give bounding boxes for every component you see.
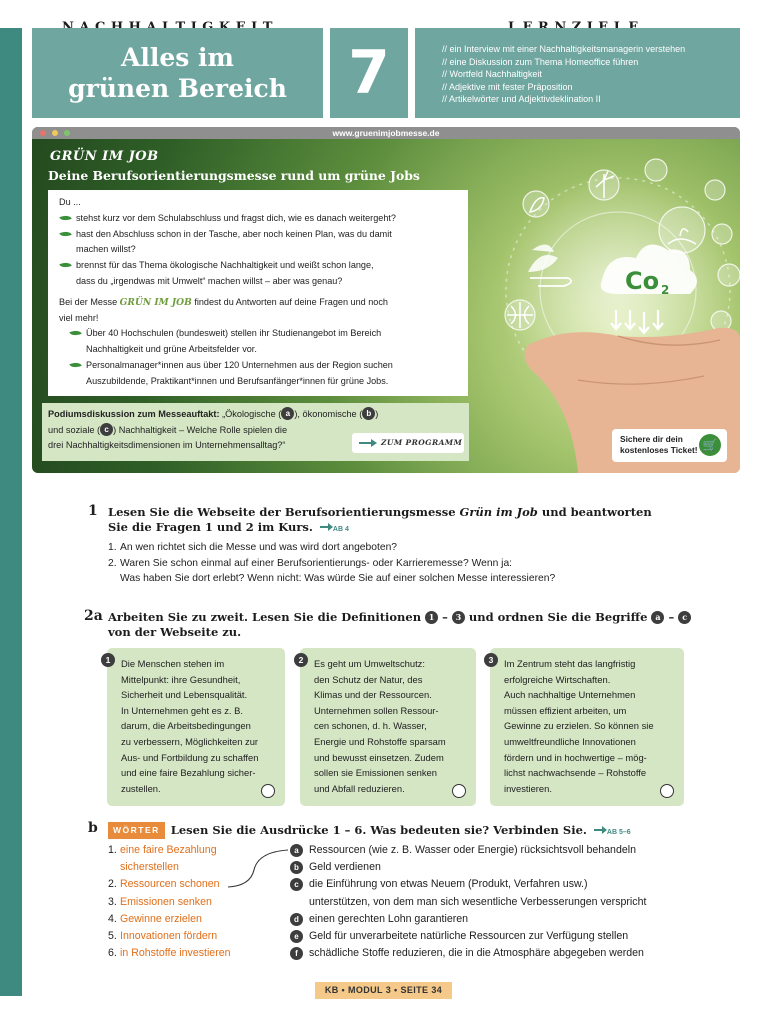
workbook-reference: AB 4 — [320, 522, 349, 537]
letter-c-badge: c — [100, 423, 113, 436]
definition-number-badge: 1 — [101, 653, 115, 667]
meaning-list — [290, 842, 646, 962]
woerter-tag: WÖRTER — [108, 822, 165, 839]
meaning-item[interactable]: b Geld verdienen — [290, 859, 646, 876]
info-card — [48, 190, 468, 396]
definition-card-3: 3 Im Zentrum steht das langfristig erfolgreiche Wirtschaften. Auch nachhaltige Unternehmen müssen effizient arbeiten, um Gewinne zu erzielen. So können sie umweltfreundliche Innovationen fördern und in hochwertige – mög- lichst nachwachsende – Rohstoffe investieren. — [490, 648, 684, 806]
co2-hand-illustration — [468, 140, 740, 473]
side-accent-bar — [0, 28, 22, 996]
workbook-reference: AB 5–6 — [594, 825, 631, 840]
connection-line — [220, 846, 292, 890]
exercise-2b-instruction: WÖRTER Lesen Sie die Ausdrücke 1 – 6. Was bedeuten sie? Verbinden Sie. AB 5–6 — [108, 822, 631, 840]
meaning-item[interactable]: d einen gerechten Lohn garantieren — [290, 911, 646, 928]
leaf-bullet-icon — [59, 213, 71, 223]
goal-item: // Wortfeld Nachhaltigkeit — [442, 69, 542, 80]
eco-icon — [523, 191, 549, 217]
bullet-item — [59, 211, 457, 227]
arrow-right-icon — [359, 442, 375, 444]
leaf-bullet-icon — [69, 360, 81, 370]
co2-label: Co — [625, 267, 660, 295]
term-list — [108, 842, 231, 962]
meaning-item[interactable]: a Ressourcen (wie z. B. Wasser oder Energie) rücksichtsvoll behandeln — [290, 842, 646, 859]
letter-badge: a — [651, 611, 664, 624]
program-button[interactable] — [352, 433, 464, 453]
chapter-title — [32, 28, 323, 118]
chapter-title-line2: grünen Bereich — [68, 74, 287, 103]
exercise-1-number: 1 — [88, 503, 98, 519]
number-badge: 1 — [425, 611, 438, 624]
term-item[interactable]: 3. Emissionen senken — [108, 895, 212, 908]
definition-number-badge: 2 — [294, 653, 308, 667]
exercise-1-instruction: Lesen Sie die Webseite der Berufsorientierungsmesse Grün im Job und beantworten Sie die Fragen 1 und 2 im Kurs. AB 4 — [108, 505, 652, 537]
url-text[interactable]: www.gruenimjobmesse.de — [332, 128, 440, 138]
cart-icon: 🛒 — [699, 434, 721, 456]
ticket-button[interactable]: Sichere dir dein kostenloses Ticket! 🛒 — [612, 429, 727, 462]
question-list — [108, 540, 555, 587]
definition-card-1: 1 Die Menschen stehen im Mittelpunkt: ihre Gesundheit, Sicherheit und Lebensqualität. In Unternehmen geht es z. B. darum, die Arbeitsbedingungen zu verbessern, Möglichkeiten zur Aus- und Fortbildung zu schaffen und eine faire Bezahlung sicher- zustellen. — [107, 648, 285, 806]
bullet-line1: hast den Abschluss schon in der Tasche, aber noch keinen Plan, was du damit — [76, 228, 392, 239]
fair-brand: GRÜN IM JOB — [50, 149, 159, 164]
definition-number-badge: 3 — [484, 653, 498, 667]
website-mockup — [32, 127, 740, 473]
answer-circle[interactable] — [660, 784, 674, 798]
fair-subtitle: Deine Berufsorientierungsmesse rund um grüne Jobs — [48, 168, 420, 183]
podium-card: Podiumsdiskussion zum Messeauftakt: „Ökologische ( a ), ökonomische ( b ) und soziale ( c ) Nachhaltigkeit – Welche Rolle spielen die drei Nachhaltigkeitsdimensionen im Unternehmensalltag?“ ZUM PROGRAMM — [42, 403, 469, 461]
co2-subscript: 2 — [661, 283, 670, 297]
browser-bar — [32, 127, 740, 139]
messe-paragraph: Bei der Messe GRÜN IM JOB findest du Antworten auf deine Fragen und noch viel mehr! — [59, 296, 388, 323]
fact-item: Über 40 Hochschulen (bundesweit) stellen ihr Studienangebot im Bereich Nachhaltigkeit und grüne Arbeitsfelder vor. — [59, 326, 457, 358]
goal-item: // ein Interview mit einer Nachhaltigkeitsmanagerin verstehen — [442, 44, 686, 54]
meaning-item[interactable]: f schädliche Stoffe reduzieren, die in die Atmosphäre abgegeben werden — [290, 945, 646, 962]
intro-text: Du ... — [59, 197, 81, 207]
term-item[interactable]: 1. eine faire Bezahlung sicherstellen — [108, 844, 217, 874]
letter-a-badge: a — [281, 407, 294, 420]
learning-goals — [415, 28, 740, 118]
exercise-2b-letter: b — [88, 820, 98, 836]
answer-circle[interactable] — [261, 784, 275, 798]
program-button-label: ZUM PROGRAMM — [381, 438, 463, 447]
page-footer: KB • MODUL 3 • SEITE 34 — [315, 982, 452, 999]
leaf-bullet-icon — [69, 329, 81, 339]
bullet-line2: dass du „irgendwas mit Umwelt“ machen willst – aber was genau? — [76, 275, 343, 286]
letter-b-badge: b — [362, 407, 375, 420]
fact-item: Personalmanager*innen aus über 120 Unternehmen aus der Region suchen Auszubildende, Praktikant*innen und Berufsanfänger*innen für grüne Jobs. — [59, 358, 457, 390]
messe-brand: GRÜN IM JOB — [119, 296, 192, 308]
letter-badge: c — [678, 611, 691, 624]
goal-item: // Adjektive mit fester Präposition — [442, 81, 573, 92]
term-item[interactable]: 5. Innovationen fördern — [108, 930, 218, 943]
arrow-right-icon — [594, 829, 605, 831]
answer-circle[interactable] — [452, 784, 466, 798]
term-item[interactable]: 4. Gewinne erzielen — [108, 912, 202, 925]
goal-item: // eine Diskussion zum Thema Homeoffice führen — [442, 56, 639, 67]
term-item[interactable]: 2. Ressourcen schonen — [108, 878, 220, 891]
exercise-2a-number: 2a — [84, 608, 103, 624]
leaf-bullet-icon — [59, 260, 71, 270]
bullet-line2: machen willst? — [76, 244, 136, 255]
atom-icon — [645, 159, 667, 181]
recycle-icon — [712, 224, 732, 244]
chapter-number: 7 — [330, 28, 408, 118]
chapter-title-line1: Alles im — [120, 43, 235, 72]
bullet-line1: stehst kurz vor dem Schulabschluss und fragst dich, wie es danach weitergeht? — [76, 212, 396, 223]
meaning-item[interactable]: c die Einführung von etwas Neuem (Produkt, Verfahren usw.) unterstützen, von dem man sich wesentliche Verbesserungen verspricht — [290, 876, 646, 910]
definition-card-2: 2 Es geht um Umweltschutz: den Schutz der Natur, des Klimas und der Ressourcen. Unternehmen sollen Ressour- cen schonen, d. h. Wasser, Energie und Rohstoffe sparsam und bewusst einsetzen. Zudem sollen sie Emissionen senken und Abfall reduzieren. — [300, 648, 476, 806]
meaning-item[interactable]: e Geld für unverarbeitete natürliche Ressourcen zur Verfügung stellen — [290, 928, 646, 945]
bullet-line1: brennst für das Thema ökologische Nachhaltigkeit und weißt schon lange, — [76, 260, 374, 271]
leaf-bullet-icon — [59, 229, 71, 239]
arrow-right-icon — [320, 526, 331, 528]
question-item: 2. Waren Sie schon einmal auf einer Berufsorientierungs- oder Karrieremesse? Wenn ja: Was haben Sie dort erlebt? Wenn nicht: Was würde Sie auf einer solchen Messe interessieren? — [108, 557, 556, 584]
exercise-2a-instruction: Arbeiten Sie zu zweit. Lesen Sie die Definitionen 1 – 3 und ordnen Sie die Begriffe a – c von der Webseite zu. — [108, 610, 691, 640]
equality-icon — [718, 264, 740, 286]
podium-label: Podiumsdiskussion zum Messeauftakt: — [48, 409, 220, 419]
scale-icon — [705, 180, 725, 200]
bullet-item — [59, 227, 457, 259]
goal-item: // Artikelwörter und Adjektivdeklination II — [442, 94, 601, 105]
number-badge: 3 — [452, 611, 465, 624]
bullet-item — [59, 258, 457, 290]
term-item[interactable]: 6. in Rohstoffe investieren — [108, 947, 231, 960]
question-item: 1. An wen richtet sich die Messe und was wird dort angeboten? — [108, 542, 398, 553]
